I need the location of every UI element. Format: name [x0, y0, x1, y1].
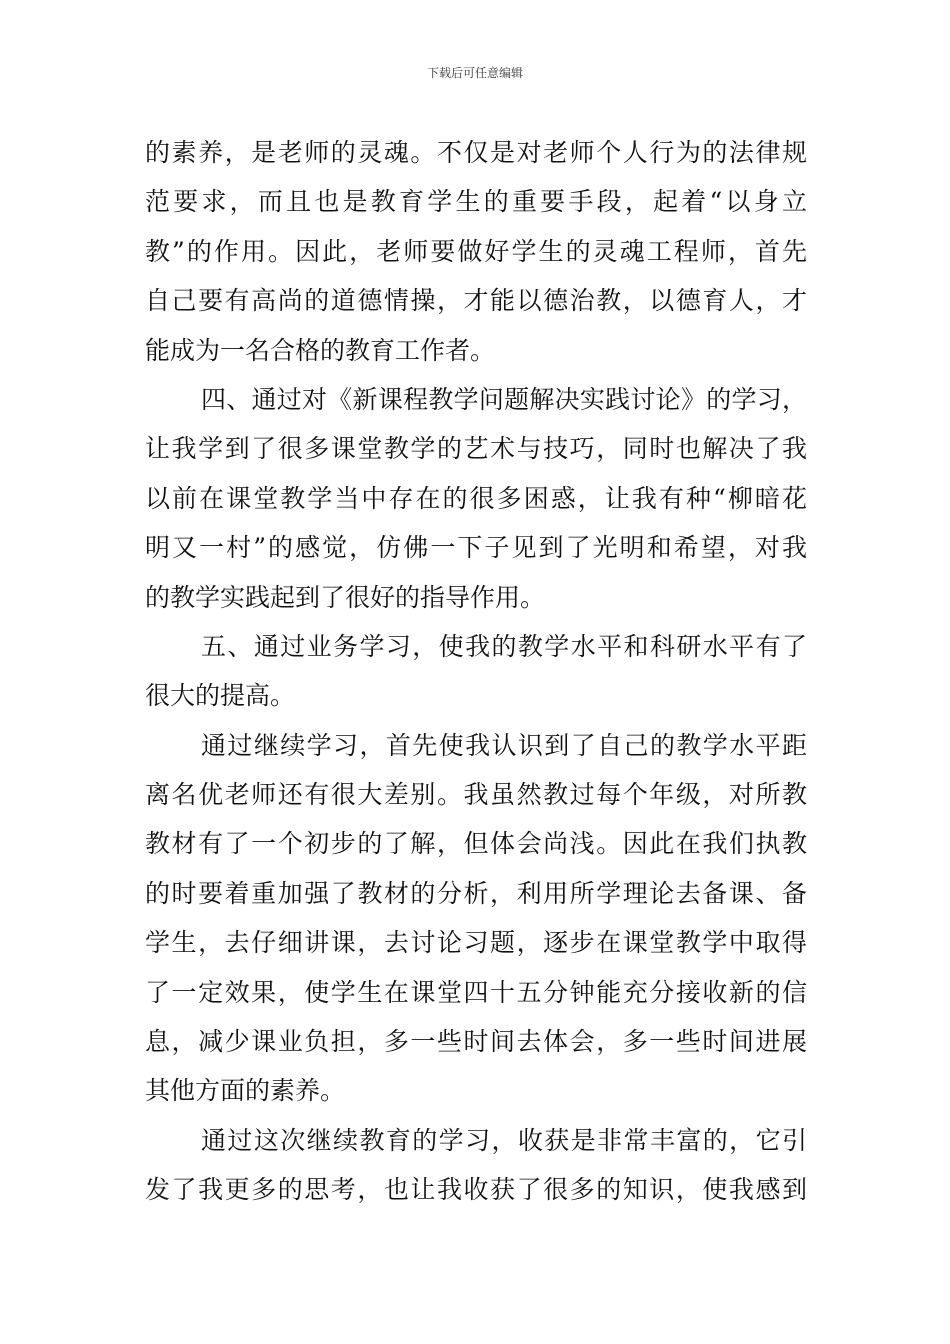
text-line: 明又一村”的感觉，仿佛一下子见到了光明和希望，对我 — [145, 533, 807, 563]
text-line: 发了我更多的思考，也让我收获了很多的知识，使我感到 — [145, 1175, 807, 1205]
paragraph — [145, 622, 807, 721]
text-line: 五、通过业务学习，使我的教学水平和科研水平有了 — [201, 631, 807, 661]
text-line: 教材有了一个初步的了解，但体会尚浅。因此在我们执教 — [145, 829, 807, 859]
text-line: 的素养，是老师的灵魂。不仅是对老师个人行为的法律规 — [145, 138, 807, 167]
text-line: 通过这次继续教育的学习，收获是非常丰富的，它引 — [201, 1125, 807, 1155]
text-line: 的教学实践起到了很好的指导作用。 — [145, 582, 546, 612]
text-line: 让我学到了很多课堂教学的艺术与技巧，同时也解决了我 — [145, 434, 807, 464]
text-line: 其他方面的素养。 — [145, 1076, 346, 1106]
text-line: 教”的作用。因此，老师要做好学生的灵魂工程师，首先 — [145, 236, 807, 266]
text-line: 四、通过对《新课程教学问题解决实践讨论》的学习， — [201, 384, 807, 414]
text-line: 离名优老师还有很大差别。我虽然教过每个年级，对所教 — [145, 780, 807, 810]
document-body — [145, 128, 807, 1215]
page-header-note: 下载后可任意编辑 — [426, 66, 523, 80]
text-line: 学生，去仔细讲课，去讨论习题，逐步在课堂教学中取得 — [145, 928, 807, 958]
text-line: 了一定效果，使学生在课堂四十五分钟能充分接收新的信 — [145, 977, 807, 1007]
paragraph — [145, 128, 807, 375]
text-line: 很大的提高。 — [145, 681, 296, 711]
text-line: 以前在课堂教学当中存在的很多困惑，让我有种“柳暗花 — [145, 483, 807, 513]
paragraph — [145, 375, 807, 622]
paragraph — [145, 1116, 807, 1215]
text-line: 范要求，而且也是教育学生的重要手段，起着“以身立 — [145, 187, 807, 217]
text-line: 的时要着重加强了教材的分析，利用所学理论去备课、备 — [145, 878, 807, 908]
text-line: 息，减少课业负担，多一些时间去体会，多一些时间进展 — [145, 1027, 807, 1057]
paragraph — [145, 721, 807, 1116]
text-line: 通过继续学习，首先使我认识到了自己的教学水平距 — [201, 730, 807, 760]
text-line: 能成为一名合格的教育工作者。 — [145, 335, 496, 365]
text-line: 自己要有高尚的道德情操，才能以德治教，以德育人，才 — [145, 286, 807, 316]
